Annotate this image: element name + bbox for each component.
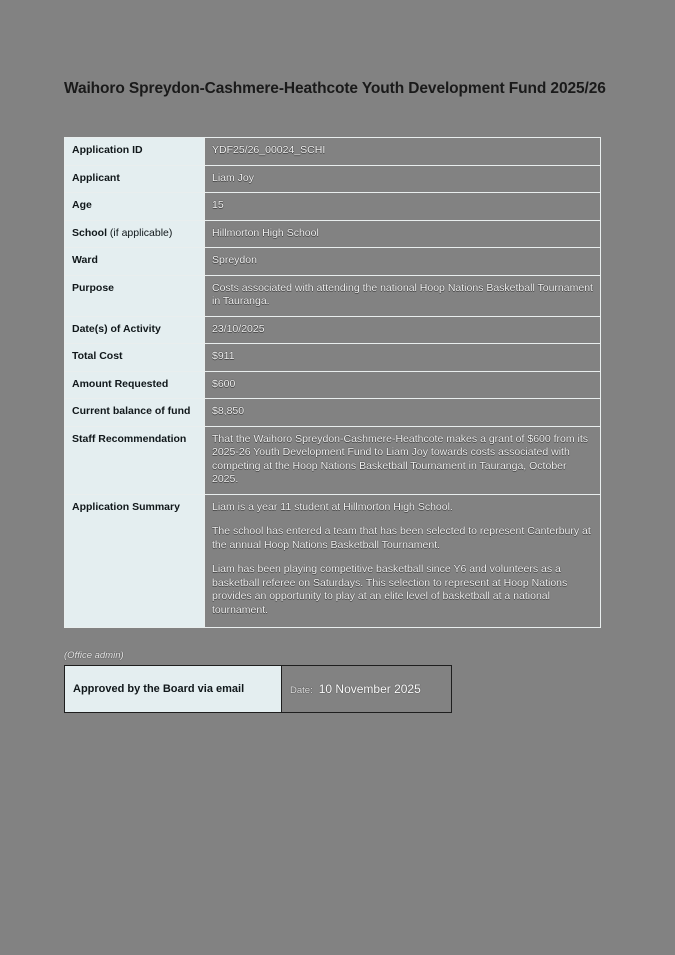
approval-table xyxy=(64,665,452,713)
row-value-application-id: YDF25/26_00024_SCHI xyxy=(205,138,601,166)
label-text: Applicant xyxy=(72,171,120,184)
row-value-amount-requested: $600 xyxy=(205,371,601,399)
table-row xyxy=(65,399,601,427)
row-label-applicant xyxy=(65,165,205,193)
label-text: Date(s) of Activity xyxy=(72,322,161,335)
label-text: Age xyxy=(72,199,92,211)
label-text: Ward xyxy=(72,254,98,266)
approval-table-body xyxy=(65,666,452,713)
date-value: 10 November 2025 xyxy=(318,682,421,696)
table-row xyxy=(65,165,601,193)
office-admin-note: (Office admin) xyxy=(64,650,124,661)
summary-paragraph: Liam is a year 11 student at Hillmorton High School. xyxy=(212,500,453,513)
row-value-application-summary xyxy=(205,494,601,628)
summary-paragraph: Liam has been playing competitive basketball since Y6 and volunteers as a basketball referee on Saturdays. This selection to represent at Hoop Nations provides an opportunity to play at an elite level of basketball at a national tournament. xyxy=(212,563,568,616)
row-label-dates-of-activity xyxy=(65,316,205,344)
label-text: Purpose xyxy=(72,281,115,294)
table-row xyxy=(65,666,452,713)
row-value-purpose: Costs associated with attending the national Hoop Nations Basketball Tournament in Tauranga. xyxy=(205,275,601,316)
row-label-staff-recommendation xyxy=(65,426,205,494)
row-value-ward: Spreydon xyxy=(205,248,601,276)
table-row xyxy=(65,193,601,221)
row-value-applicant: Liam Joy xyxy=(205,165,601,193)
row-label-application-summary xyxy=(65,494,205,628)
row-value-total-cost: $911 xyxy=(205,344,601,372)
row-value-age: 15 xyxy=(205,193,601,221)
table-row xyxy=(65,220,601,248)
row-label-age xyxy=(65,193,205,221)
row-value-staff-recommendation: That the Waihoro Spreydon-Cashmere-Heathcote makes a grant of $600 from its 2025-26 Youth Development Fund to Liam Joy towards costs associated with competing at the Hoop Nations Basketball Tournament in Tauranga, October 2025. xyxy=(205,426,601,494)
label-text: Application ID xyxy=(72,144,143,156)
label-text: Current balance of fund xyxy=(72,405,191,417)
page-title: Waihoro Spreydon-Cashmere-Heathcote Youth Development Fund 2025/26 xyxy=(64,80,606,97)
application-details-table xyxy=(64,137,601,628)
label-text: Amount Requested xyxy=(72,377,169,390)
label-suffix: (if applicable) xyxy=(107,226,173,239)
table-row xyxy=(65,344,601,372)
summary-paragraph: The school has entered a team that has been selected to represent Canterbury at the annual Hoop Nations Basketball Tournament. xyxy=(212,525,591,551)
row-label-current-balance xyxy=(65,399,205,427)
row-label-amount-requested xyxy=(65,371,205,399)
label-text: Total Cost xyxy=(72,350,123,362)
table-row xyxy=(65,275,601,316)
table-row xyxy=(65,248,601,276)
row-label-total-cost xyxy=(65,344,205,372)
table-row xyxy=(65,426,601,494)
row-value-dates-of-activity: 23/10/2025 xyxy=(205,316,601,344)
table-row xyxy=(65,138,601,166)
row-label-purpose xyxy=(65,275,205,316)
table-row xyxy=(65,494,601,628)
application-table-body xyxy=(65,138,601,628)
date-label: Date: xyxy=(290,685,313,696)
row-label-school xyxy=(65,220,205,248)
label-text: Application Summary xyxy=(72,500,180,513)
row-value-school: Hillmorton High School xyxy=(205,220,601,248)
table-row xyxy=(65,371,601,399)
row-label-application-id xyxy=(65,138,205,166)
approval-status-cell: Approved by the Board via email xyxy=(65,666,282,713)
approval-date-cell xyxy=(282,666,452,713)
label-text: Staff Recommendation xyxy=(72,432,187,445)
row-label-ward xyxy=(65,248,205,276)
table-row xyxy=(65,316,601,344)
label-text: School xyxy=(72,226,108,239)
row-value-current-balance: $8,850 xyxy=(205,399,601,427)
